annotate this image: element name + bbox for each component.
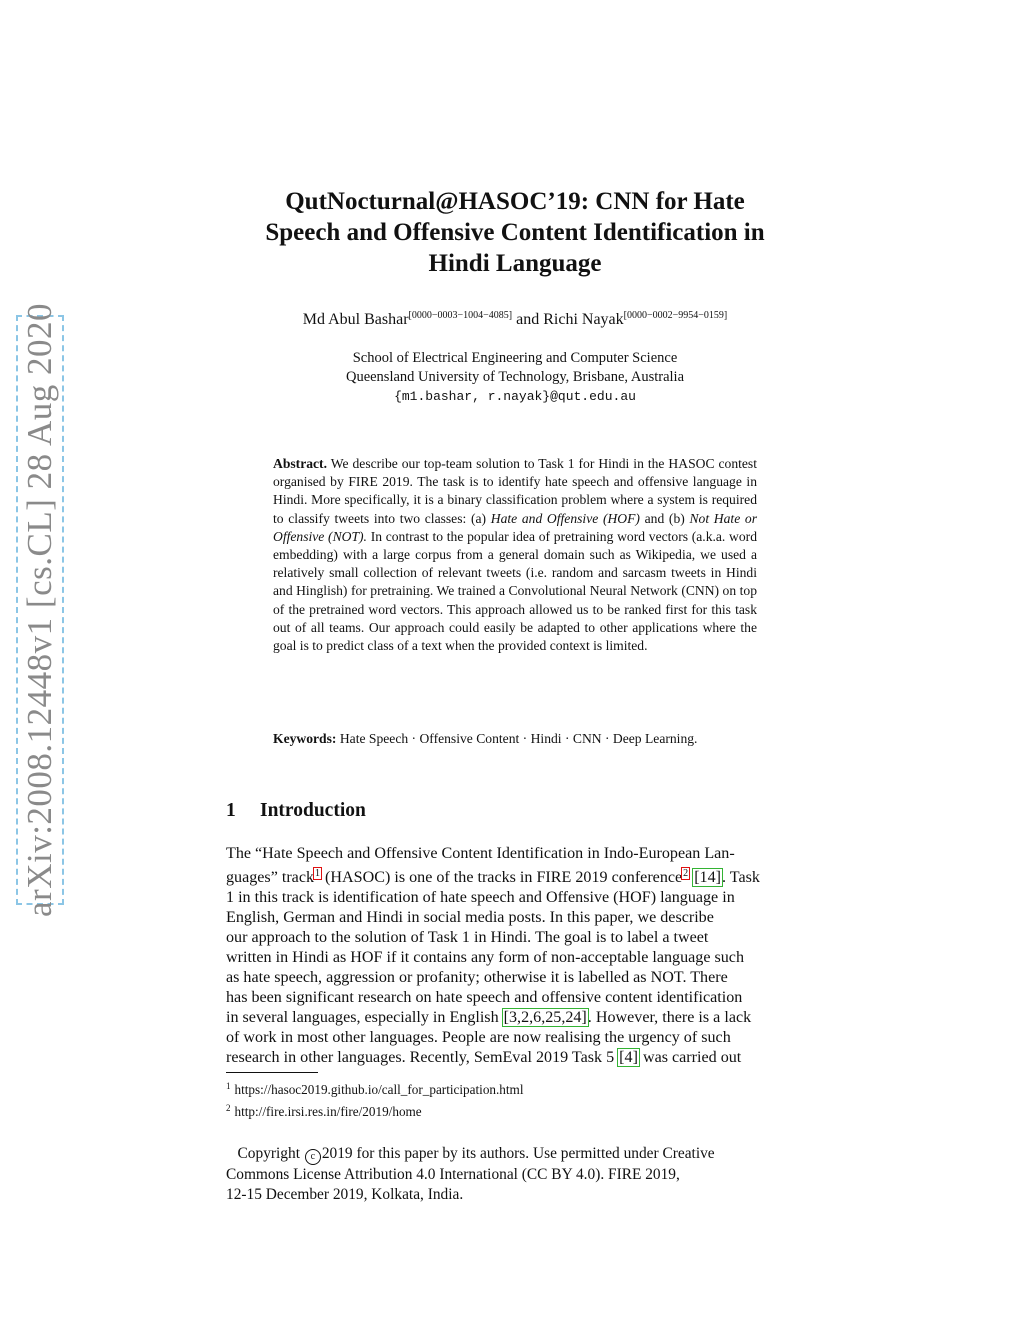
body-text: in several languages, especially in English [3,2,6,25,24]. However, there is a lack — [226, 1009, 752, 1026]
body-line — [226, 968, 805, 988]
copyright-line-2: Commons License Attribution 4.0 International (CC BY 4.0). FIRE 2019, — [226, 1166, 680, 1183]
section-number: 1 — [226, 800, 236, 821]
body-text: guages” track$^1$ (HASOC) is one of the tracks in FIRE 2019 conference$^2$ [14]. Task — [226, 868, 760, 886]
abstract-class-not: Not Hate or Offensive (NOT). — [273, 510, 757, 544]
body-text: English, German and Hindi in social media posts. In this paper, we describe — [226, 909, 714, 926]
body-text: as hate speech, aggression or profanity; otherwise it is labelled as NOT. There — [226, 969, 728, 986]
citation-link[interactable]: [14] — [694, 869, 722, 886]
body-line — [226, 988, 805, 1008]
affiliation-school: School of Electrical Engineering and Computer Science — [352, 350, 678, 366]
body-line — [226, 864, 805, 888]
body-text: research in other languages. Recently, SemEval 2019 Task 5 [4] was carried out — [226, 1049, 742, 1066]
abstract-text-2: In contrast to the popular idea of pretraining word vectors (a.k.a. word embedding) with a large corpus from a general domain such as Wikipedia, we used a relatively small collection of relevant tweets (i.e. random and sarcasm tweets in Hindi and Hinglish) for pretraining. We trained a Convolutional Neural Network (CNN) on top of the pretrained word vectors. This approach allowed us to be ranked first for this task out of all teams. Our approach could easily be adapted to other applications where the goal is to predict class of a text when the provided context is limited. — [273, 528, 757, 654]
author-2-orcid[interactable]: [0000−0002−9954−0159] — [623, 310, 728, 321]
citation-link[interactable]: [4] — [619, 1049, 638, 1066]
copyright-symbol: c — [305, 1149, 321, 1165]
title-line-1: QutNocturnal@HASOC’19: CNN for Hate — [285, 188, 745, 215]
footnote-ref-1[interactable]: 1 — [315, 868, 321, 879]
body-text: 1 in this track is identification of hate speech and Offensive (HOF) language in — [226, 889, 735, 906]
footnote-2-number: 2 — [226, 1103, 231, 1113]
section-title: Introduction — [260, 800, 366, 821]
footnote-1 — [226, 1077, 805, 1099]
affiliation-email[interactable]: {m1.bashar, r.nayak}@qut.edu.au — [394, 389, 636, 404]
body-line — [226, 888, 805, 908]
body-line — [226, 1028, 805, 1048]
footnote-1-url[interactable]: https://hasoc2019.github.io/call_for_participation.html — [234, 1082, 524, 1097]
author-1-name: Md Abul Bashar — [302, 311, 409, 328]
introduction-body — [226, 844, 805, 1068]
body-line — [226, 908, 805, 928]
citation-link[interactable]: [3,2,6,25,24] — [503, 1009, 587, 1026]
body-line — [226, 1048, 805, 1068]
footnote-ref-2[interactable]: 2 — [683, 868, 689, 879]
section-heading — [226, 800, 366, 822]
abstract-label: Abstract. — [273, 456, 327, 471]
abstract-text-1: We describe our top-team solution to Task 1 for Hindi in the HASOC contest organised by FIRE 2019. The task is to identify hate speech and offensive language in Hindi. More specifically, it is a binary classification problem where a system is required to classify tweets into two classes: (a) — [273, 456, 758, 526]
body-line — [226, 948, 805, 968]
keywords-label: Keywords: — [273, 731, 337, 746]
abstract-class-hof: Hate and Offensive (HOF) — [490, 510, 640, 526]
author-list — [200, 310, 830, 329]
footnote-2 — [226, 1099, 805, 1121]
affiliation — [200, 349, 830, 406]
keywords-text: Hate Speech · Offensive Content · Hindi · CNN · Deep Learning. — [339, 731, 698, 746]
body-text: The “Hate Speech and Offensive Content Identification in Indo-European Lan- — [226, 845, 735, 862]
arxiv-stamp — [16, 303, 64, 917]
body-line — [226, 844, 805, 864]
author-1-orcid[interactable]: [0000−0003−1004−4085] — [408, 310, 513, 321]
body-line — [226, 928, 805, 948]
body-line — [226, 1008, 805, 1028]
paper-title — [200, 186, 830, 279]
footnote-1-number: 1 — [226, 1081, 231, 1091]
body-text: written in Hindi as HOF if it contains any form of non-acceptable language such — [226, 949, 744, 966]
footnote-2-url[interactable]: http://fire.irsi.res.in/fire/2019/home — [234, 1104, 422, 1119]
footnote-rule — [226, 1072, 318, 1073]
abstract — [273, 455, 757, 655]
body-text: has been significant research on hate speech and offensive content identification — [226, 989, 743, 1006]
title-line-3: Hindi Language — [428, 250, 602, 277]
copyright-line-3: 12-15 December 2019, Kolkata, India. — [226, 1186, 464, 1203]
affiliation-university: Queensland University of Technology, Brisbane, Australia — [345, 369, 685, 385]
copyright-notice — [226, 1144, 816, 1205]
author-connector: and Richi Nayak — [516, 311, 624, 328]
copyright-line-1: Copyright c 2019 for this paper by its authors. Use permitted under Creative — [226, 1144, 816, 1165]
body-text: our approach to the solution of Task 1 in Hindi. The goal is to label a tweet — [226, 929, 709, 946]
title-line-2: Speech and Offensive Content Identification in — [265, 219, 765, 246]
body-text: of work in most other languages. People are now realising the urgency of such — [226, 1029, 731, 1046]
abstract-and-b: and (b) — [644, 510, 685, 526]
arxiv-stamp-text: arXiv:2008.12448v1 [cs.CL] 28 Aug 2020 — [20, 303, 59, 917]
keywords — [273, 730, 757, 748]
footnotes — [226, 1077, 805, 1121]
